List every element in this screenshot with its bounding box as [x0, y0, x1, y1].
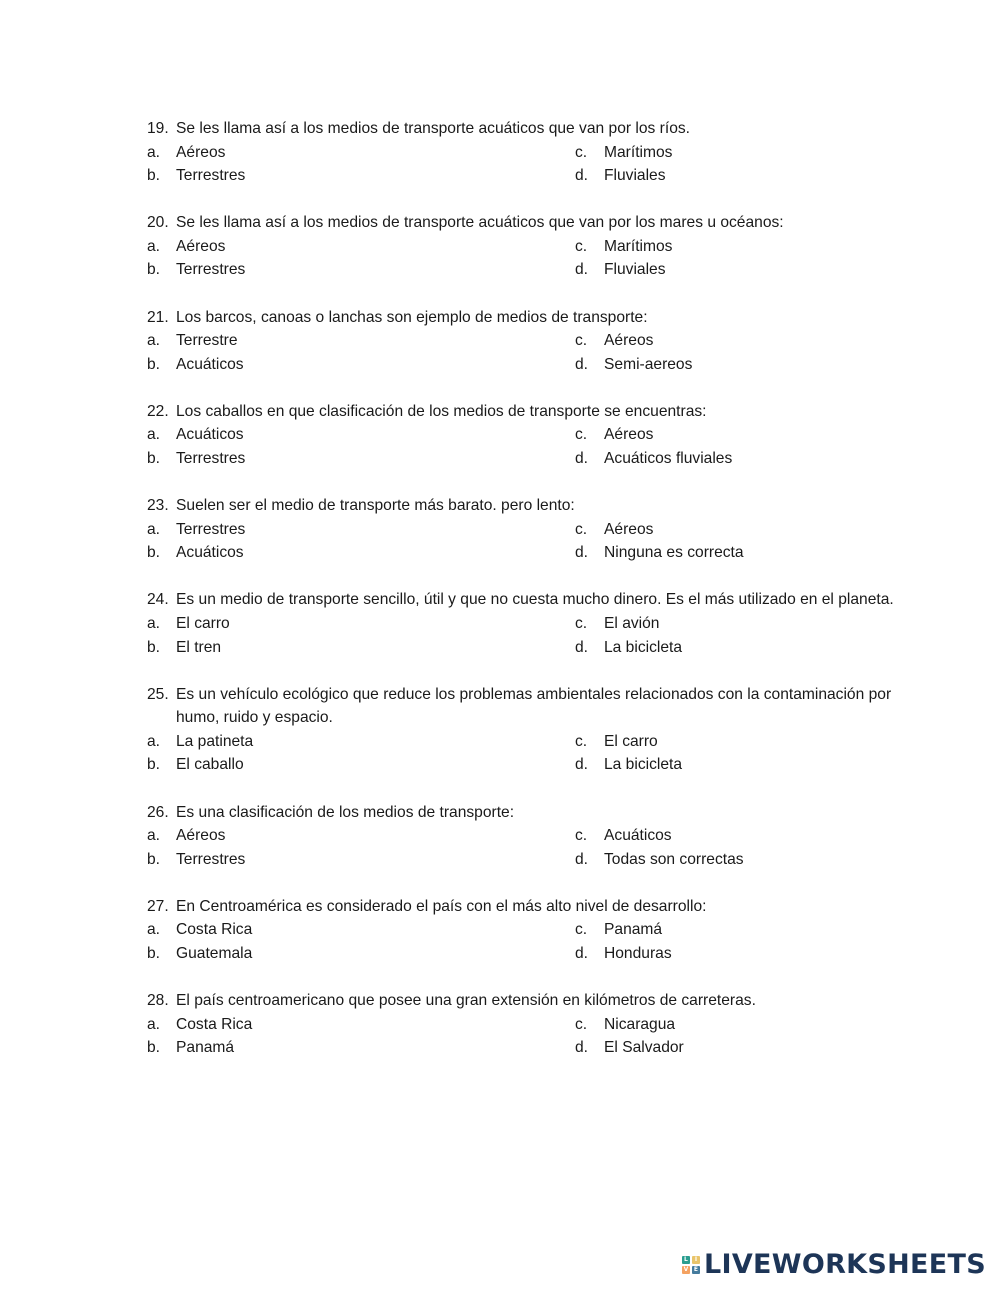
- option-text: El carro: [176, 615, 230, 632]
- options-row: [147, 141, 907, 165]
- option-text: El avión: [604, 615, 660, 632]
- option-text: Terrestres: [176, 520, 246, 538]
- option-letter: b.: [147, 450, 161, 468]
- question-text: Es un vehículo ecológico que reduce los problemas ambientales relacionados con la contaminación por humo, ruido y espacio.: [176, 685, 892, 727]
- answer-option[interactable]: [575, 824, 905, 848]
- options-row: [147, 612, 907, 636]
- options-row: [147, 824, 907, 848]
- question-number: 23.: [147, 497, 169, 515]
- option-letter: c.: [575, 615, 588, 632]
- option-letter: d.: [575, 355, 589, 373]
- option-text: Semi-aereos: [604, 355, 693, 373]
- option-text: Fluviales: [604, 167, 666, 185]
- option-letter: b.: [147, 261, 161, 279]
- option-text: Nicaragua: [604, 1015, 676, 1033]
- answer-option[interactable]: [575, 518, 905, 542]
- question-number: 28.: [147, 992, 169, 1010]
- option-text: Acuáticos: [176, 426, 244, 444]
- question-text: Es una clasificación de los medios de transporte:: [176, 803, 515, 821]
- quiz-questions: [147, 117, 907, 1083]
- option-text: Aéreos: [604, 520, 654, 538]
- logo-mark-letter: E: [693, 1266, 699, 1273]
- option-text: Panamá: [604, 921, 663, 939]
- question-number: 26.: [147, 803, 169, 821]
- question-number: 21.: [147, 308, 169, 326]
- answer-option[interactable]: [575, 258, 905, 282]
- answer-option[interactable]: [147, 1036, 575, 1060]
- options-row: [147, 235, 907, 259]
- liveworksheets-logo[interactable]: [682, 1249, 986, 1280]
- option-letter: b.: [147, 167, 161, 185]
- answer-option[interactable]: [147, 447, 575, 471]
- answer-option[interactable]: [575, 353, 905, 377]
- answer-option[interactable]: [147, 423, 575, 447]
- answer-option[interactable]: [575, 447, 905, 471]
- option-text: Terrestres: [176, 167, 246, 185]
- question-25: [147, 683, 907, 777]
- option-text: La bicicleta: [604, 756, 683, 774]
- option-letter: c.: [575, 520, 588, 538]
- question-text: Los caballos en que clasificación de los medios de transporte se encuentras:: [176, 402, 707, 420]
- option-text: Aéreos: [604, 332, 654, 350]
- option-text: El tren: [176, 638, 222, 656]
- option-letter: b.: [147, 355, 161, 373]
- options-row: [147, 353, 907, 377]
- question-number: 27.: [147, 897, 169, 915]
- options-row: [147, 730, 907, 754]
- options-row: [147, 942, 907, 966]
- option-text: Todas son correctas: [604, 850, 744, 868]
- option-letter: d.: [575, 756, 589, 774]
- option-text: Aéreos: [176, 827, 226, 845]
- question-text: El país centroamericano que posee una gran extensión en kilómetros de carreteras.: [176, 992, 756, 1010]
- answer-option[interactable]: [147, 612, 575, 636]
- question-21: [147, 306, 907, 377]
- answer-option[interactable]: [147, 753, 575, 777]
- question-20: [147, 211, 907, 282]
- answer-option[interactable]: [575, 164, 905, 188]
- answer-option[interactable]: [147, 824, 575, 848]
- option-letter: d.: [575, 167, 589, 185]
- question-line: [147, 801, 907, 825]
- logo-mark-letter: V: [683, 1266, 689, 1273]
- option-text: La patineta: [176, 732, 254, 750]
- question-line: [147, 895, 907, 919]
- answer-option[interactable]: [575, 918, 905, 942]
- option-text: Panamá: [176, 1039, 235, 1057]
- option-letter: a.: [147, 237, 161, 255]
- option-letter: c.: [575, 332, 588, 350]
- question-number: 24.: [147, 591, 169, 609]
- option-letter: b.: [147, 544, 161, 562]
- answer-option[interactable]: [575, 141, 905, 165]
- question-line: [147, 588, 907, 612]
- answer-option[interactable]: [575, 942, 905, 966]
- option-letter: c.: [575, 426, 588, 444]
- question-number: 20.: [147, 214, 169, 232]
- option-text: Acuáticos fluviales: [604, 450, 733, 468]
- options-row: [147, 518, 907, 542]
- answer-option[interactable]: [575, 636, 905, 660]
- option-text: Acuáticos: [604, 827, 672, 845]
- options-row: [147, 258, 907, 282]
- option-text: Costa Rica: [176, 921, 253, 939]
- option-text: Guatemala: [176, 945, 253, 963]
- answer-option[interactable]: [147, 730, 575, 754]
- options-row: [147, 753, 907, 777]
- option-text: Aéreos: [176, 143, 226, 161]
- options-row: [147, 447, 907, 471]
- answer-option[interactable]: [147, 164, 575, 188]
- answer-option[interactable]: [147, 636, 575, 660]
- options-row: [147, 1013, 907, 1037]
- option-letter: d.: [575, 544, 589, 562]
- option-text: Honduras: [604, 945, 672, 963]
- option-letter: a.: [147, 426, 161, 444]
- option-letter: b.: [147, 945, 161, 963]
- option-text: Terrestres: [176, 450, 246, 468]
- answer-option[interactable]: [147, 141, 575, 165]
- option-letter: a.: [147, 921, 161, 939]
- logo-mark-letter: L: [682, 1256, 690, 1264]
- option-text: Ninguna es correcta: [604, 544, 744, 562]
- option-text: La bicicleta: [604, 638, 683, 656]
- option-letter: a.: [147, 520, 161, 538]
- question-line: [147, 211, 907, 235]
- answer-option[interactable]: [575, 1036, 905, 1060]
- answer-option[interactable]: [147, 541, 575, 565]
- option-letter: a.: [147, 332, 161, 350]
- question-23: [147, 494, 907, 565]
- option-letter: c.: [575, 827, 588, 845]
- options-row: [147, 848, 907, 872]
- option-letter: c.: [575, 921, 588, 939]
- question-19: [147, 117, 907, 188]
- answer-option[interactable]: [147, 329, 575, 353]
- question-line: [147, 683, 907, 730]
- answer-option[interactable]: [575, 329, 905, 353]
- option-text: Terrestres: [176, 261, 246, 279]
- answer-option[interactable]: [147, 518, 575, 542]
- question-line: [147, 306, 907, 330]
- question-text: Se les llama así a los medios de transporte acuáticos que van por los mares u océanos:: [176, 214, 784, 232]
- answer-option[interactable]: [575, 423, 905, 447]
- question-24: [147, 588, 907, 659]
- answer-option[interactable]: [575, 541, 905, 565]
- option-text: Terrestre: [176, 332, 238, 350]
- option-letter: d.: [575, 1039, 589, 1057]
- option-letter: a.: [147, 732, 161, 750]
- question-text: Es un medio de transporte sencillo, útil y que no cuesta mucho dinero. Es el más utilizado en el planeta.: [176, 591, 894, 609]
- options-row: [147, 164, 907, 188]
- option-text: Fluviales: [604, 261, 666, 279]
- option-letter: a.: [147, 827, 161, 845]
- option-text: Marítimos: [604, 237, 673, 255]
- option-text: El Salvador: [604, 1039, 684, 1057]
- option-letter: c.: [575, 237, 588, 255]
- answer-option[interactable]: [147, 918, 575, 942]
- answer-option[interactable]: [147, 258, 575, 282]
- option-letter: b.: [147, 1039, 161, 1057]
- option-letter: b.: [147, 850, 161, 868]
- question-number: 25.: [147, 685, 169, 703]
- question-26: [147, 801, 907, 872]
- option-letter: c.: [575, 1015, 588, 1033]
- answer-option[interactable]: [147, 848, 575, 872]
- question-line: [147, 117, 907, 141]
- options-row: [147, 1036, 907, 1060]
- option-letter: d.: [575, 261, 589, 279]
- options-row: [147, 423, 907, 447]
- question-text: Se les llama así a los medios de transporte acuáticos que van por los ríos.: [176, 120, 690, 137]
- options-row: [147, 636, 907, 660]
- answer-option[interactable]: [147, 235, 575, 259]
- option-letter: c.: [575, 143, 588, 161]
- option-text: Aéreos: [176, 237, 226, 255]
- answer-option[interactable]: [575, 730, 905, 754]
- question-line: [147, 400, 907, 424]
- option-text: Acuáticos: [176, 355, 244, 373]
- question-line: [147, 494, 907, 518]
- answer-option[interactable]: [147, 353, 575, 377]
- option-letter: b.: [147, 638, 161, 656]
- answer-option[interactable]: [575, 1013, 905, 1037]
- question-number: 22.: [147, 402, 169, 420]
- option-text: Terrestres: [176, 850, 246, 868]
- answer-option[interactable]: [147, 942, 575, 966]
- question-line: [147, 989, 907, 1013]
- option-text: El carro: [604, 732, 658, 750]
- option-text: Aéreos: [604, 426, 654, 444]
- option-letter: a.: [147, 143, 161, 161]
- question-27: [147, 895, 907, 966]
- option-text: Marítimos: [604, 143, 673, 161]
- option-text: Acuáticos: [176, 544, 244, 562]
- question-22: [147, 400, 907, 471]
- option-letter: d.: [575, 850, 589, 868]
- option-letter: d.: [575, 450, 589, 468]
- logo-text: LIVEWORKSHEETS: [703, 1249, 986, 1280]
- question-28: [147, 989, 907, 1060]
- option-letter: b.: [147, 756, 161, 774]
- option-text: Costa Rica: [176, 1015, 253, 1033]
- answer-option[interactable]: [575, 848, 905, 872]
- option-letter: c.: [575, 732, 588, 750]
- question-text: Suelen ser el medio de transporte más barato. pero lento:: [176, 497, 575, 515]
- options-row: [147, 541, 907, 565]
- answer-option[interactable]: [575, 612, 905, 636]
- options-row: [147, 329, 907, 353]
- answer-option[interactable]: [575, 753, 905, 777]
- liveworksheets-logo-icon: [682, 1256, 700, 1274]
- logo-mark-letter: I: [692, 1256, 700, 1264]
- option-letter: d.: [575, 638, 589, 656]
- question-text: En Centroamérica es considerado el país con el más alto nivel de desarrollo:: [176, 897, 707, 915]
- question-number: 19.: [147, 120, 169, 137]
- option-letter: a.: [147, 615, 161, 632]
- option-letter: d.: [575, 945, 589, 963]
- options-row: [147, 918, 907, 942]
- option-text: El caballo: [176, 756, 244, 774]
- answer-option[interactable]: [575, 235, 905, 259]
- option-letter: a.: [147, 1015, 161, 1033]
- answer-option[interactable]: [147, 1013, 575, 1037]
- question-text: Los barcos, canoas o lanchas son ejemplo de medios de transporte:: [176, 308, 648, 326]
